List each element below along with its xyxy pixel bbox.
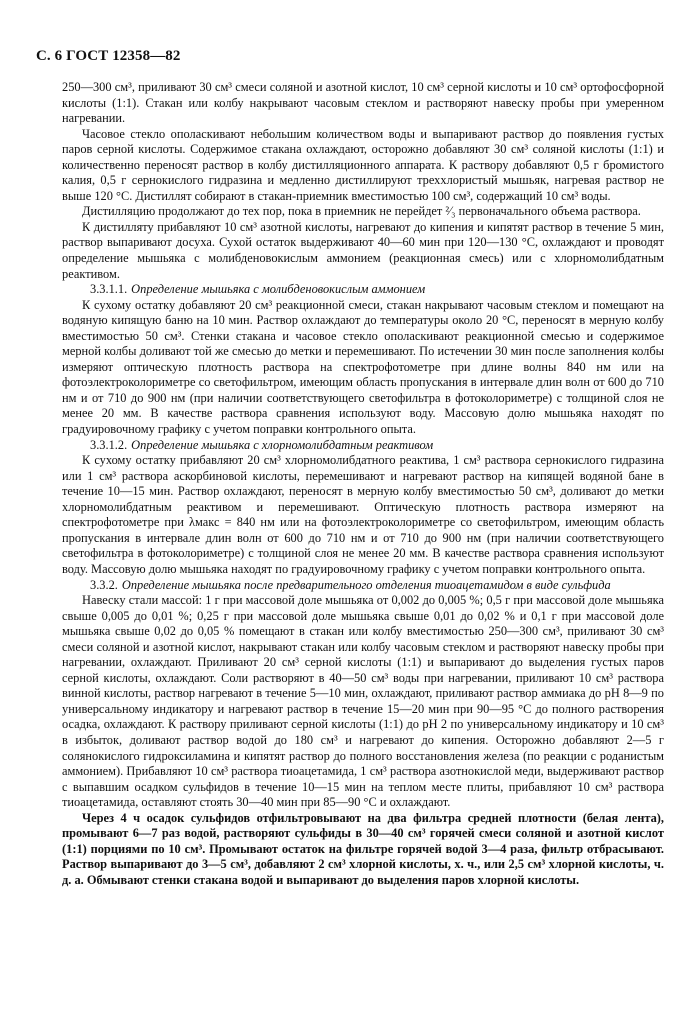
document-body — [62, 80, 664, 888]
page-header: С. 6 ГОСТ 12358—82 — [36, 48, 181, 64]
section-title: Определение мышьяка с молибденовокислым аммонием — [131, 282, 426, 297]
paragraph-bold: Через 4 ч осадок сульфидов отфильтровывают на два фильтра средней плотности (белая лента), промывают 6—7 раз водой, растворяют сульфиды в 30—40 см³ горячей смеси соляной и азотной кислот (1:1) порциями по 10 см³. Промывают остаток на фильтре горячей водой 3—4 раза, фильтр отбрасывают. Раствор выпаривают до 3—5 см³, добавляют 2 см³ хлорной кислоты, х. ч., или 2,5 см³ хлорной кислоты, ч. д. а. Обмывают стенки стакана водой и выпаривают до выделения паров хлорной кислоты. — [62, 810, 664, 887]
section-number: 3.3.1.2. — [90, 437, 128, 452]
paragraph-continuation: 250—300 см³, приливают 30 см³ смеси соляной и азотной кислот, 10 см³ серной кислоты и 10 см³ ортофосфорной кислоты (1:1). Стакан или колбу накрывают часовым стеклом и растворяют навеску пробы при умеренном нагревании. — [62, 80, 664, 126]
section-heading — [62, 282, 664, 298]
paragraph: К сухому остатку прибавляют 20 см³ хлорномолибдатного реактива, 1 см³ раствора сернокислого гидразина или 1 см³ раствора аскорбиновой кислоты, перемешивают и нагревают раствор на кипящей водяной бане в течение 10—15 мин. Раствор охлаждают, переносят в мерную колбу вместимостью 50 см³, доливают до метки хлорномолибдатным реактивом и перемешивают. Оптическую плотность раствора измеряют на спектрофотометре при λмакс = 840 нм или на фотоэлектроколориметре со светофильтром, имеющим область пропускания в интервале длин волн от 600 до 710 нм и от 710 до 900 нм (при наличии соответствующего светофильтра в фотоколориметре) с толщиной слоя не менее 20 мм. В качестве раствора сравнения используют воду. Массовую долю мышьяка находят по градуировочному графику с учетом поправки контрольного опыта. — [62, 453, 664, 576]
section-heading — [62, 578, 664, 594]
section-title: Определение мышьяка после предварительного отделения тиоацетамидом в виде сульфида — [121, 577, 611, 592]
section-title: Определение мышьяка с хлорномолибдатным реактивом — [131, 437, 434, 452]
section-number: 3.3.1.1. — [90, 282, 128, 297]
paragraph: Часовое стекло ополаскивают небольшим количеством воды и выпаривают раствор до появления густых паров серной кислоты. Содержимое стакана охлаждают, осторожно добавляют 30 см³ соляной кислоты (1:1) и количественно переносят раствор в колбу дистилляционного аппарата. К раствору добавляют 0,5 г бромистого калия, 0,5 г сернокислого гидразина и медленно дистиллируют треххлористый мышьяк, нагревая раствор не выше 120 °С. Дистиллят собирают в стакан-приемник вместимостью 100 см³, содержащий 10 см³ воды. — [62, 126, 664, 203]
paragraph: К дистилляту прибавляют 10 см³ азотной кислоты, нагревают до кипения и кипятят раствор в течение 5 мин, раствор выпаривают досуха. Сухой остаток выдерживают 40—60 мин при 120—130 °С, охлаждают и проводят определение мышьяка с молибденовокислым аммонием (реакционная смесь) или с хлорномолибдатным реактивом. — [62, 219, 664, 281]
paragraph: Дистилляцию продолжают до тех пор, пока в приемник не перейдет ²⁄₃ первоначального объема раствора. — [82, 204, 641, 219]
section-heading — [62, 438, 664, 454]
paragraph: Навеску стали массой: 1 г при массовой доле мышьяка от 0,002 до 0,005 %; 0,5 г при массовой доле мышьяка свыше 0,005 до 0,01 %; 0,25 г при массовой доле мышьяка свыше 0,01 до 0,02 % и 0,1 г при массовой доле мышьяка свыше 0,02 до 0,05 % помещают в стакан или колбу вместимостью 250—300 см³, приливают 30 см³ смеси соляной и азотной кислот, накрывают стакан или колбу часовым стеклом и растворяют навеску пробы при нагревании, охлаждают. Приливают 20 см³ серной кислоты (1:1) и выпаривают до выделения густых паров серной кислоты, охлаждают. Соли растворяют в 40—50 см³ воды при нагревании, приливают 10 см³ раствора винной кислоты, раствор нагревают в течение 5—10 мин, охлаждают, приливают раствор аммиака до pH 8—9 по универсальному индикатору и нагревают раствор в течение 15—20 мин при 90—95 °С до полного растворения осадка, охлаждают. К раствору приливают серной кислоты (1:1) до pH 2 по универсальному индикатору и 10 см³ в избыток, доливают раствор водой до 180 см³ и нагревают до кипения. Осторожно добавляют 2—5 г солянокислого гидроксиламина и кипятят раствор до полного восстановления железа (по реакции с роданистым аммонием). Прибавляют 10 см³ раствора тиоацетамида, 1 см³ раствора азотнокислой меди, выдерживают раствор с выпавшим осадком сульфидов в течение 10—15 мин на теплом месте плиты, прибавляют 10 см³ раствора тиоацетамида, оставляют стоять 30—40 мин при 85—90 °С и охлаждают. — [62, 593, 664, 810]
paragraph: К сухому остатку добавляют 20 см³ реакционной смеси, стакан накрывают часовым стеклом и помещают на водяную кипящую баню на 10 мин. Раствор охлаждают до температуры около 20 °С, переносят в мерную колбу вместимостью 50 см³. Стенки стакана и часовое стекло ополаскивают реакционной смесью и содержимое мерной колбы доливают той же смесью до метки и перемешивают. По истечении 30 мин после заполнения колбы измеряют оптическую плотность раствора на спектрофотометре при длине волны 840 нм или на фотоэлектроколориметре со светофильтром, имеющим область пропускания в интервале длин волн от 600 до 710 нм и от 710 до 900 нм (при наличии соответствующего светофильтра в фотоколориметре) с толщиной слоя не менее 20 мм. В качестве раствора сравнения используют воду. Массовую долю мышьяка находят по градуировочному графику с учетом поправки контрольного опыта. — [62, 297, 664, 437]
section-number: 3.3.2. — [90, 577, 118, 592]
